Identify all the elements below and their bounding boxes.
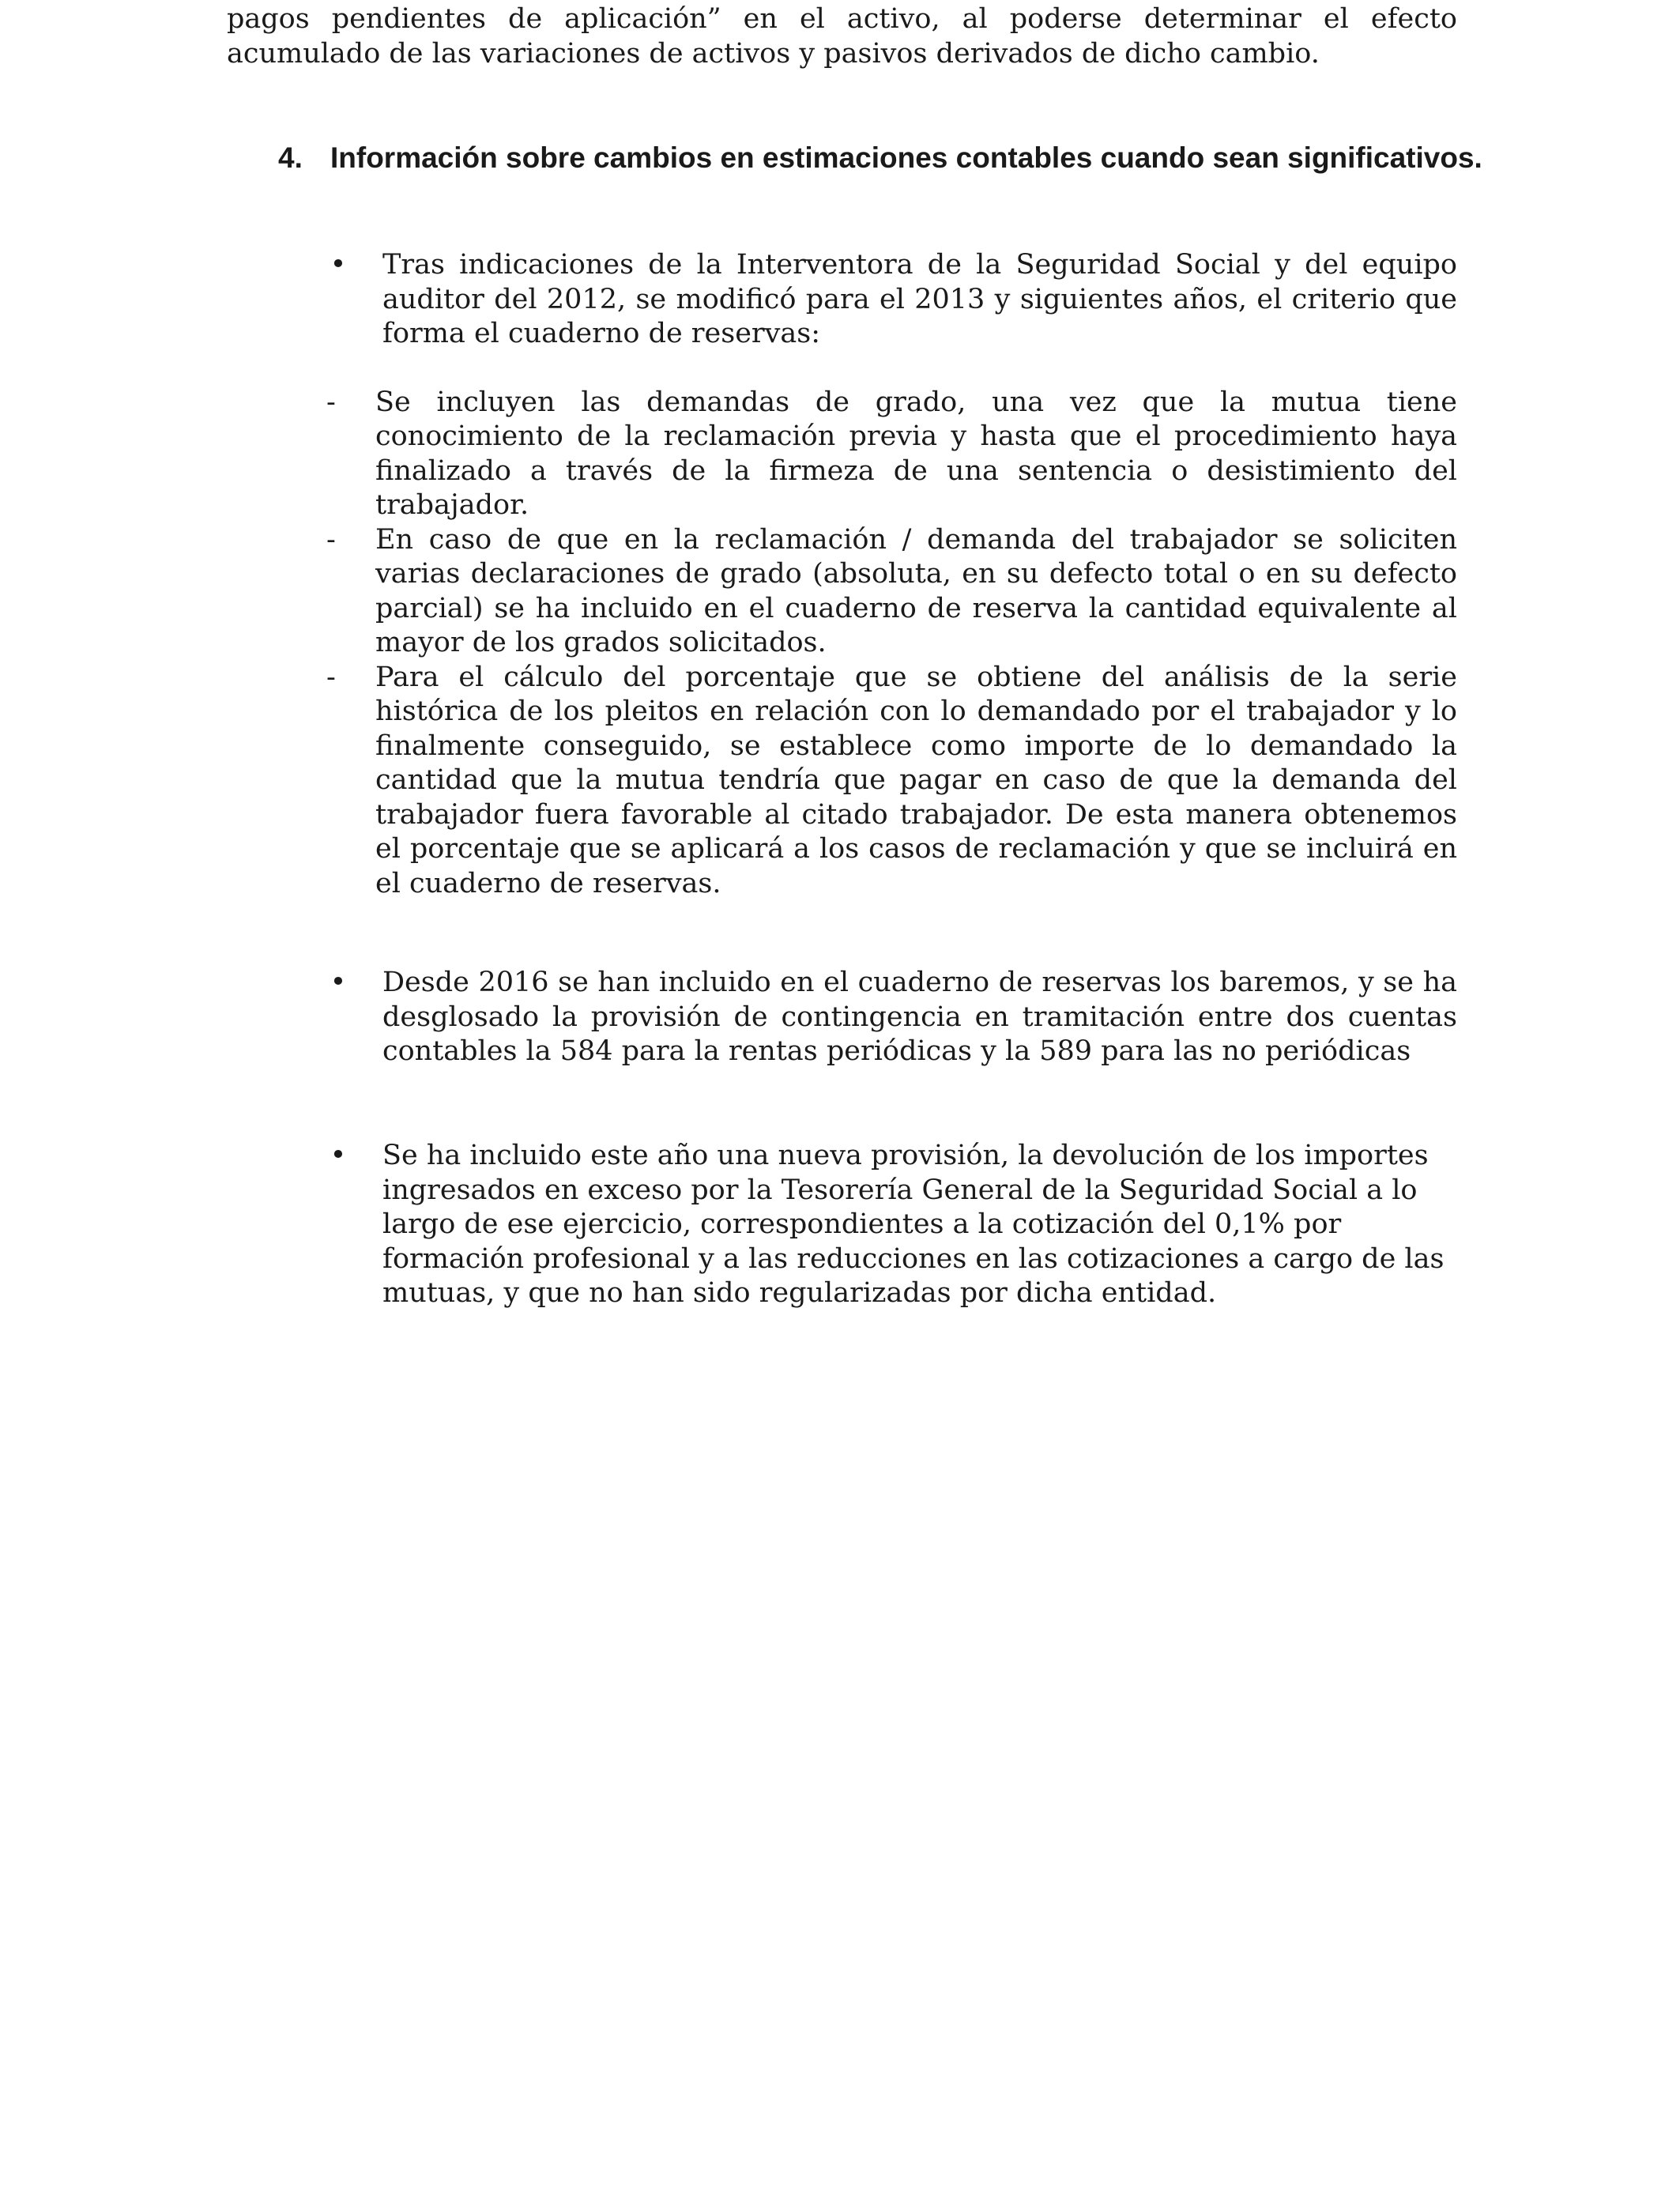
bullet-marker: •	[330, 249, 347, 281]
dash-marker: -	[326, 661, 336, 693]
bullet-text: Tras indicaciones de la Interventora de la Seguridad Social y del equipo auditor del 2012, se modificó para el 2013 y siguientes años, el criterio que forma el cuaderno de reservas:	[382, 249, 1457, 349]
bullet-text: Se ha incluido este año una nueva provisión, la devolución de los importes ingresados en exceso por la Tesorería General de la Seguridad Social a lo largo de ese ejercicio, correspondientes a la cotización del 0,1% por formación profesional y a las reducciones en las cotizaciones a cargo de las mutuas, y que no han sido regularizadas por dicha entidad.	[382, 1140, 1445, 1309]
bullet-item-3	[326, 1139, 1457, 1311]
section-title: Información sobre cambios en estimaciones contables cuando sean significativos.	[330, 141, 1482, 174]
sub-item-text: Se incluyen las demandas de grado, una vez que la mutua tiene conocimiento de la reclamación previa y hasta que el procedimiento haya finalizado a través de la firmeza de una sentencia o desistimiento del trabajador.	[375, 386, 1457, 521]
bullet-text: Desde 2016 se han incluido en el cuaderno de reservas los baremos, y se ha desglosado la provisión de contingencia en tramitación entre dos cuentas contables la 584 para la rentas periódicas y la 589 para las no periódicas	[382, 967, 1457, 1067]
bullet-marker: •	[330, 1140, 347, 1171]
sub-list-item	[326, 386, 1457, 523]
sub-list-item	[326, 661, 1457, 902]
bullet-item-2	[326, 966, 1457, 1069]
bullet-marker: •	[330, 967, 347, 998]
section-number: 4.	[278, 141, 303, 174]
sub-list-item	[326, 523, 1457, 661]
dash-marker: -	[326, 523, 336, 556]
sub-item-text: En caso de que en la reclamación / demanda del trabajador se soliciten varias declaraciones de grado (absoluta, en su defecto total o en su defecto parcial) se ha incluido en el cuaderno de reserva la cantidad equivalente al mayor de los grados solicitados.	[375, 523, 1457, 658]
intro-paragraph: pagos pendientes de aplicación” en el activo, al poderse determinar el efecto acumulado de las variaciones de activos y pasivos derivados de dicho cambio.	[227, 3, 1457, 70]
sub-list	[326, 386, 1457, 902]
sub-item-text: Para el cálculo del porcentaje que se obtiene del análisis de la serie histórica de los pleitos en relación con lo demandado por el trabajador y lo finalmente conseguido, se establece como importe de lo demandado la cantidad que la mutua tendría que pagar en caso de que la demanda del trabajador fuera favorable al citado trabajador. De esta manera obtenemos el porcentaje que se aplicará a los casos de reclamación y que se incluirá en el cuaderno de reservas.	[375, 661, 1457, 899]
dash-marker: -	[326, 386, 336, 418]
section-heading	[278, 139, 1511, 177]
bullet-item-1	[326, 248, 1457, 901]
